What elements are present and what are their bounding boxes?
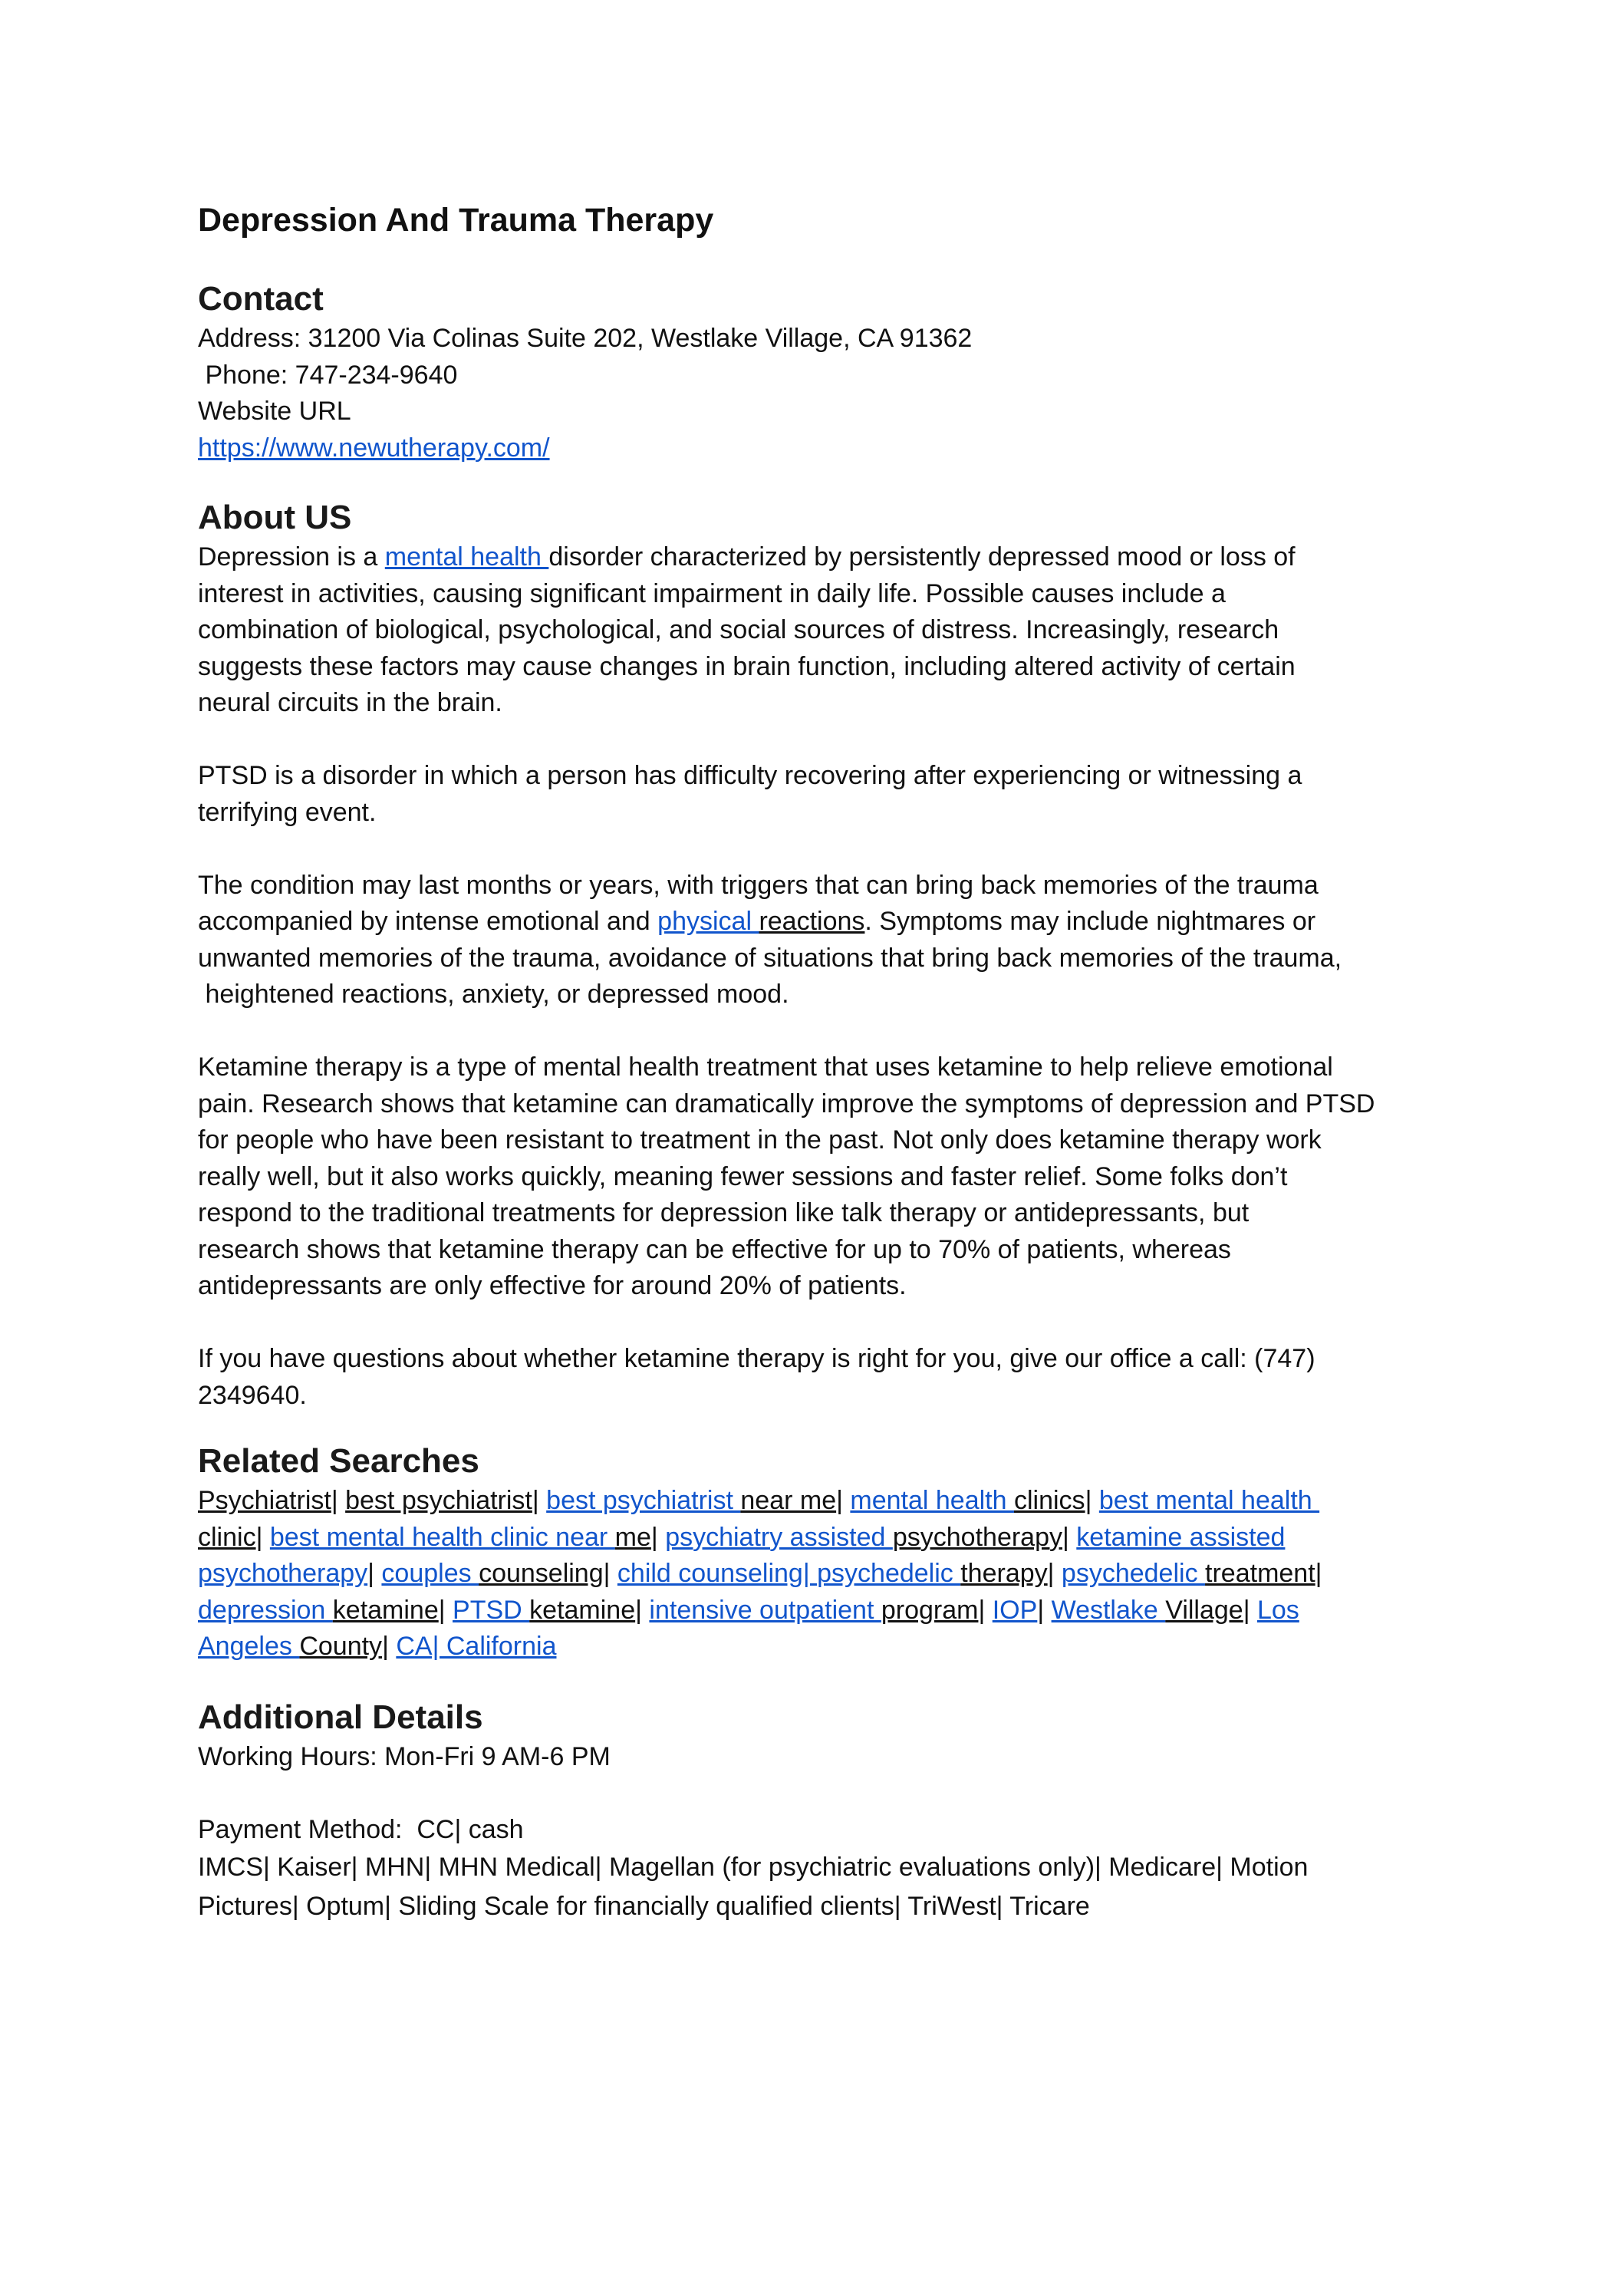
contact-section — [198, 278, 1441, 466]
contact-address: Address: 31200 Via Colinas Suite 202, Westlake Village, CA 91362 — [198, 324, 973, 353]
best-psychiatrist-link[interactable]: best psychiatrist — [546, 1486, 741, 1515]
related-searches-list: Psychiatrist| best psychiatrist| best psychiatrist near me| mental health clinics| best mental health clinic| best mental health clinic near me| psychiatry assisted psychotherapy| ketamine assisted psychotherapy| couples counseling| child counseling| psychedelic therapy| psychedelic treatment| depression ketamine| PTSD ketamine| intensive outpatient program| IOP| Westlake Village| Los Angeles County| CA| California — [198, 1486, 1322, 1661]
contact-phone: Phone: 747-234-9640 — [198, 360, 458, 390]
about-paragraph-condition: The condition may last months or years, with triggers that can bring back memories of the trauma accompanied by intense emotional and physical reactions. Symptoms may include nightmares or unwanted memories of the trauma, avoidance of situations that bring back memories of the trauma, heightened reactions, anxiety, or depressed mood. — [198, 870, 1342, 1009]
payment-method: Payment Method: CC| cash — [198, 1814, 524, 1844]
physical-link[interactable]: physical — [657, 907, 759, 936]
contact-heading: Contact — [198, 280, 324, 318]
about-paragraph-ptsd: PTSD is a disorder in which a person has difficulty recovering after experiencing or witnessing a terrifying event. — [198, 761, 1302, 827]
document-page — [198, 198, 1441, 1926]
document-title: Depression And Trauma Therapy — [198, 202, 714, 239]
psychiatry-assisted-link[interactable]: psychiatry assisted — [665, 1522, 893, 1552]
angeles-link[interactable]: Angeles — [198, 1632, 300, 1661]
about-paragraph-call: If you have questions about whether ketamine therapy is right for you, give our office a call: (747) 2349640. — [198, 1344, 1315, 1410]
psychedelic-treatment-link[interactable]: psychedelic — [1061, 1559, 1206, 1588]
psychedelic-link[interactable]: psychedelic — [817, 1559, 961, 1588]
psychotherapy-link[interactable]: psychotherapy — [198, 1559, 368, 1588]
ptsd-link[interactable]: PTSD — [453, 1595, 530, 1625]
iop-link[interactable]: IOP — [992, 1595, 1038, 1625]
child-counseling-link[interactable]: child counseling| — [617, 1559, 818, 1588]
additional-details-section — [198, 1696, 1441, 1927]
related-best-psychiatrist: best psychiatrist — [345, 1486, 532, 1515]
additional-heading: Additional Details — [198, 1698, 483, 1736]
best-mental-health-clinic-near-link[interactable]: best mental health clinic near — [269, 1522, 615, 1552]
about-paragraph-ketamine: Ketamine therapy is a type of mental health treatment that uses ketamine to help relieve emotional pain. Research shows that ketamine can dramatically improve the symptoms of depression and PTSD for people who have been resistant to treatment in the past. Not only does ketamine therapy work really well, but it also works quickly, meaning fewer sessions and faster relief. Some folks don’t respond to the traditional treatments for depression like talk therapy or antidepressants, but research shows that ketamine therapy can be effective for up to 70% of patients, whereas antidepressants are only effective for around 20% of patients. — [198, 1052, 1375, 1300]
website-label: Website URL — [198, 397, 351, 426]
best-mental-health-link[interactable]: best mental health — [1098, 1486, 1320, 1515]
mental-health-link[interactable]: mental health — [384, 542, 549, 572]
about-section — [198, 496, 1441, 1414]
related-heading: Related Searches — [198, 1442, 479, 1480]
about-paragraph-depression: Depression is a mental health disorder characterized by persistently depressed mood or loss of interest in activities, causing significant impairment in daily life. Possible causes include a combination of biological, psychological, and social sources of distress. Increasingly, research suggests these factors may cause changes in brain function, including altered activity of certain neural circuits in the brain. — [198, 542, 1296, 717]
intensive-outpatient-link[interactable]: intensive outpatient — [649, 1595, 881, 1625]
depression-link[interactable]: depression — [198, 1595, 333, 1625]
couples-link[interactable]: couples — [381, 1559, 479, 1588]
los-angeles-link[interactable]: Los — [1256, 1595, 1299, 1625]
about-heading: About US — [198, 499, 352, 536]
westlake-link[interactable]: Westlake — [1051, 1595, 1166, 1625]
mental-health-clinics-link[interactable]: mental health — [850, 1486, 1014, 1515]
related-psychiatrist: Psychiatrist — [198, 1486, 331, 1515]
ca-california-link[interactable]: CA| California — [396, 1632, 557, 1661]
related-searches-section — [198, 1440, 1441, 1665]
ketamine-assisted-link[interactable]: ketamine assisted — [1076, 1522, 1286, 1552]
insurance-line-1: IMCS| Kaiser| MHN| MHN Medical| Magellan (for psychiatric evaluations only)| Medicare| Motion — [198, 1853, 1309, 1882]
working-hours: Working Hours: Mon-Fri 9 AM-6 PM — [198, 1741, 611, 1771]
website-link[interactable]: https://www.newutherapy.com/ — [198, 433, 550, 463]
insurance-line-2: Pictures| Optum| Sliding Scale for financially qualified clients| TriWest| Tricare — [198, 1892, 1090, 1921]
